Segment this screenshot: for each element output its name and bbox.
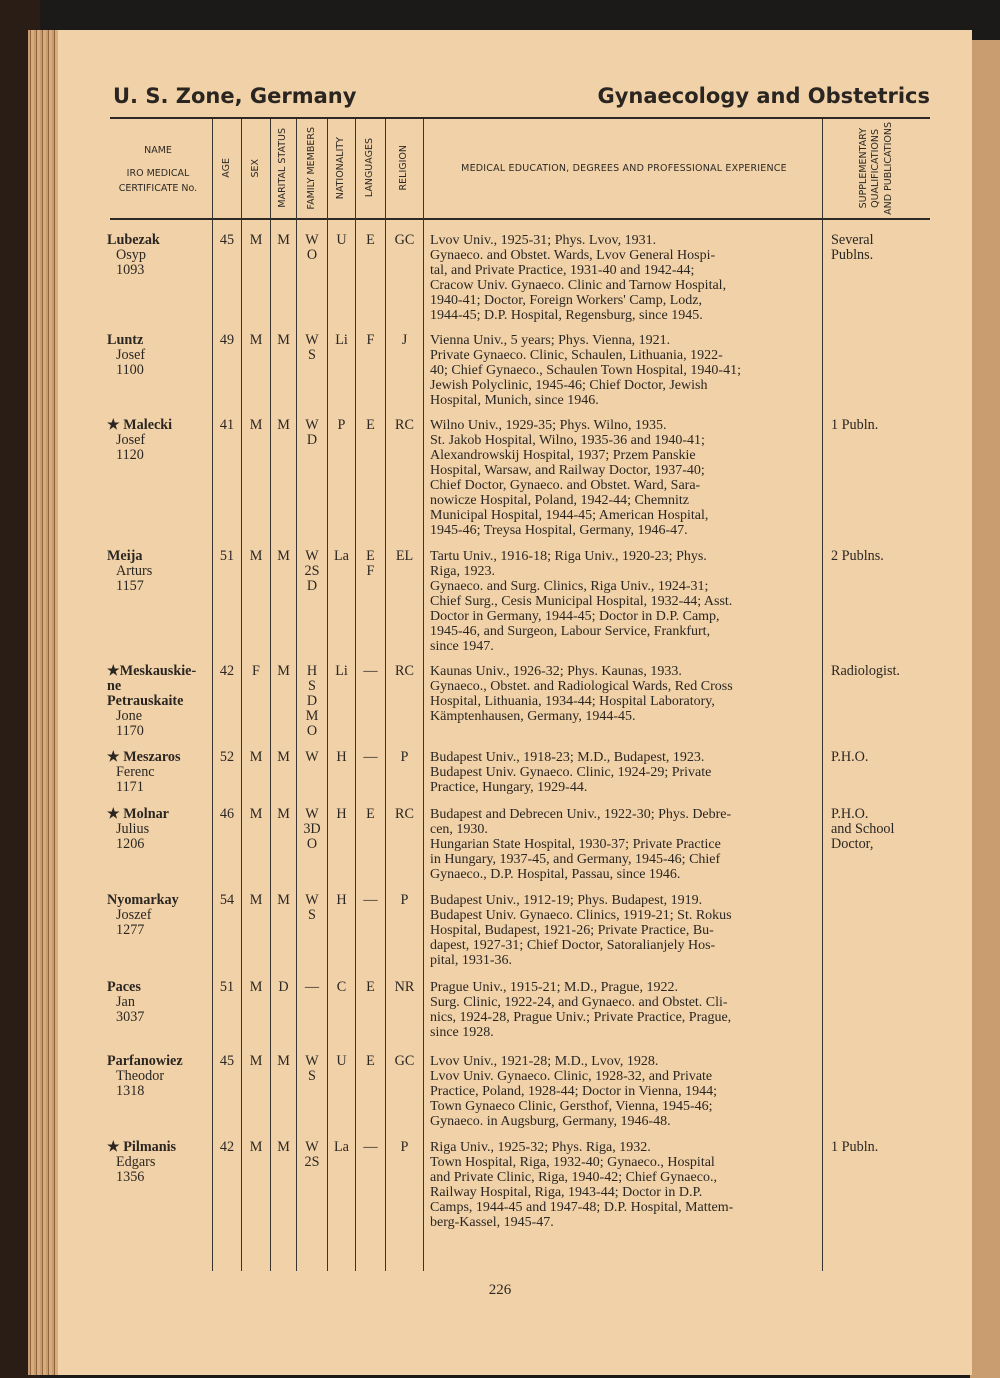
marital-cell: M	[277, 417, 290, 433]
certificate-number: 1120	[116, 447, 144, 463]
supplementary-cell: Radiologist.	[831, 663, 900, 679]
medical-cell: Jewish Polyclinic, 1945-46; Chief Doctor, Jewish	[430, 378, 708, 393]
certificate-number: 1170	[116, 723, 144, 739]
languages-cell: E	[366, 1053, 375, 1069]
medical-cell: Riga, 1923.	[430, 564, 495, 579]
medical-cell: Kaunas Univ., 1926-32; Phys. Kaunas, 1933.	[430, 664, 682, 679]
nationality-cell: H	[336, 806, 347, 822]
column-divider	[423, 119, 424, 1271]
languages-cell: E	[366, 806, 375, 822]
family-cell: W	[305, 417, 319, 433]
doctor-surname: ★Meskauskie-	[107, 663, 197, 679]
medical-cell: Budapest and Debrecen Univ., 1922-30; Phys. Debre-	[430, 807, 732, 822]
doctor-given-name: Jan	[116, 994, 135, 1010]
nationality-cell: La	[334, 548, 349, 564]
languages-cell: E	[366, 417, 375, 433]
medical-cell: Town Gynaeco Clinic, Gersthof, Vienna, 1945-46;	[430, 1099, 713, 1114]
medical-cell: Alexandrowskij Hospital, 1937; Przem Panskie	[430, 448, 696, 463]
header-rule-top	[110, 117, 930, 119]
header-left: U. S. Zone, Germany	[113, 84, 357, 108]
column-divider	[241, 119, 242, 1271]
medical-cell: Practice, Hungary, 1929-44.	[430, 780, 588, 795]
religion-cell: RC	[395, 663, 414, 679]
medical-cell: since 1928.	[430, 1025, 494, 1040]
family-cell: O	[306, 723, 318, 739]
age-cell: 45	[219, 1053, 235, 1069]
medical-cell: Gynaeco. and Surg. Clinics, Riga Univ., 1924-31;	[430, 579, 709, 594]
religion-cell: RC	[395, 417, 414, 433]
supplementary-cell: Several	[831, 232, 874, 248]
certificate-number: 1157	[116, 578, 144, 594]
languages-cell: F	[366, 332, 375, 348]
supplementary-cell: Doctor,	[831, 836, 874, 852]
medical-cell: nowicze Hospital, Poland, 1942-44; Chemnitz	[430, 493, 689, 508]
marital-cell: M	[277, 806, 290, 822]
supplementary-cell: 1 Publn.	[831, 1139, 879, 1155]
family-cell: W	[305, 1053, 319, 1069]
medical-cell: Riga Univ., 1925-32; Phys. Riga, 1932.	[430, 1140, 651, 1155]
age-cell: 46	[219, 806, 235, 822]
sex-cell: F	[252, 663, 260, 679]
header-right: Gynaecology and Obstetrics	[597, 84, 930, 108]
age-cell: 54	[219, 892, 235, 908]
doctor-given-name: Josef	[116, 347, 146, 363]
medical-cell: since 1947.	[430, 639, 494, 654]
age-cell: 42	[219, 1139, 235, 1155]
medical-cell: dapest, 1927-31; Chief Doctor, Satoralianjely Hos-	[430, 938, 716, 953]
medical-cell: Hungarian State Hospital, 1930-37; Private Practice	[430, 837, 721, 852]
marital-cell: M	[277, 663, 290, 679]
family-cell: M	[305, 708, 319, 724]
languages-cell: —	[363, 663, 378, 679]
medical-cell: Lvov Univ. Gynaeco. Clinic, 1928-32, and Private	[430, 1069, 713, 1084]
medical-cell: Gynaeco. in Augsburg, Germany, 1946-48.	[430, 1114, 671, 1129]
sex-cell: M	[249, 806, 263, 822]
medical-cell: tal, and Private Practice, 1931-40 and 1942-44;	[430, 263, 695, 278]
age-cell: 41	[219, 417, 235, 433]
family-cell: W	[305, 548, 319, 564]
medical-cell: cen, 1930.	[430, 822, 488, 837]
medical-cell: 1945-46, and Surgeon, Labour Service, Frankfurt,	[430, 624, 711, 639]
doctor-given-name: Petrauskaite	[107, 693, 184, 709]
column-header-religion: RELIGION	[398, 145, 410, 191]
marital-cell: M	[277, 1053, 290, 1069]
sex-cell: M	[249, 1053, 263, 1069]
marital-cell: M	[277, 892, 290, 908]
family-cell: —	[304, 979, 320, 995]
marital-cell: D	[278, 979, 289, 995]
doctor-given-name: Osyp	[116, 247, 146, 263]
nationality-cell: H	[336, 892, 347, 908]
marital-cell: M	[277, 332, 290, 348]
page-edges	[28, 30, 62, 1375]
medical-cell: Chief Surg., Cesis Municipal Hospital, 1932-44; Asst.	[430, 594, 733, 609]
religion-cell: J	[401, 332, 408, 348]
column-header-supplementary: SUPPLEMENTARY QUALIFICATIONS AND PUBLICATIONS	[857, 121, 894, 215]
medical-cell: Gynaeco. and Obstet. Wards, Lvov General Hospi-	[430, 248, 716, 263]
column-divider	[327, 119, 328, 1271]
medical-cell: St. Jakob Hospital, Wilno, 1935-36 and 1940-41;	[430, 433, 705, 448]
family-cell: W	[305, 806, 319, 822]
certificate-number: 1356	[116, 1169, 145, 1185]
nationality-cell: U	[336, 232, 347, 248]
medical-cell: pital, 1931-36.	[430, 953, 513, 968]
medical-cell: Budapest Univ. Gynaeco. Clinics, 1919-21; St. Rokus	[430, 908, 732, 923]
column-header-medical-education: MEDICAL EDUCATION, DEGREES AND PROFESSIONAL EXPERIENCE	[461, 163, 787, 174]
sex-cell: M	[249, 1139, 263, 1155]
languages-cell: E	[366, 232, 375, 248]
medical-cell: Railway Hospital, Riga, 1943-44; Doctor in D.P.	[430, 1185, 703, 1200]
family-cell: D	[306, 693, 318, 709]
doctor-given-name: Arturs	[116, 563, 153, 579]
sex-cell: M	[249, 232, 263, 248]
sex-cell: M	[249, 979, 263, 995]
religion-cell: P	[400, 1139, 409, 1155]
religion-cell: GC	[394, 232, 415, 248]
column-header-family-members: FAMILY MEMBERS	[306, 126, 318, 210]
marital-cell: M	[277, 232, 290, 248]
medical-cell: Tartu Univ., 1916-18; Riga Univ., 1920-23; Phys.	[430, 549, 707, 564]
medical-cell: Doctor in Germany, 1944-45; Doctor in D.P. Camp,	[430, 609, 720, 624]
family-cell: S	[308, 678, 316, 694]
marital-cell: M	[277, 1139, 290, 1155]
nationality-cell: Li	[335, 332, 348, 348]
sex-cell: M	[249, 332, 263, 348]
medical-cell: Vienna Univ., 5 years; Phys. Vienna, 1921.	[430, 333, 671, 348]
doctor-surname: Paces	[107, 979, 141, 995]
supplementary-cell: 1 Publn.	[831, 417, 879, 433]
family-cell: O	[306, 836, 318, 852]
age-cell: 51	[219, 979, 235, 995]
age-cell: 49	[219, 332, 235, 348]
medical-cell: Municipal Hospital, 1944-45; American Hospital,	[430, 508, 709, 523]
family-cell: S	[308, 347, 316, 363]
medical-cell: in Hungary, 1937-45, and Germany, 1945-46; Chief	[430, 852, 721, 867]
doctor-given-name: ne	[107, 678, 122, 694]
sex-cell: M	[249, 892, 263, 908]
medical-cell: 1940-41; Doctor, Foreign Workers' Camp, Lodz,	[430, 293, 702, 308]
medical-cell: Lvov Univ., 1925-31; Phys. Lvov, 1931.	[430, 233, 657, 248]
family-cell: S	[308, 1068, 316, 1084]
religion-cell: EL	[395, 548, 414, 564]
certificate-number: 1171	[116, 779, 144, 795]
sex-cell: M	[249, 749, 263, 765]
family-cell: 2S	[304, 1154, 320, 1170]
column-header-nationality: NATIONALITY	[335, 136, 347, 200]
page-number: 226	[488, 1282, 512, 1298]
languages-cell: F	[366, 563, 375, 579]
doctor-given-name: Julius	[116, 821, 150, 837]
nationality-cell: H	[336, 749, 347, 765]
family-cell: W	[305, 1139, 319, 1155]
medical-cell: Hospital, Munich, since 1946.	[430, 393, 599, 408]
family-cell: O	[306, 247, 318, 263]
family-cell: D	[306, 578, 318, 594]
column-header-languages: LANGUAGES	[364, 138, 376, 198]
medical-cell: Lvov Univ., 1921-28; M.D., Lvov, 1928.	[430, 1054, 659, 1069]
family-cell: 3D	[303, 821, 321, 837]
medical-cell: Gynaeco., D.P. Hospital, Passau, since 1946.	[430, 867, 681, 882]
column-header-marital-status: MARITAL STATUS	[277, 128, 289, 208]
doctor-surname: Luntz	[107, 332, 144, 348]
supplementary-cell: and School	[831, 821, 895, 837]
doctor-given-name: Josef	[116, 432, 146, 448]
marital-cell: M	[277, 749, 290, 765]
family-cell: W	[305, 892, 319, 908]
medical-cell: Budapest Univ. Gynaeco. Clinic, 1924-29; Private	[430, 765, 712, 780]
doctor-given-name: Joszef	[116, 907, 152, 923]
column-divider	[385, 119, 386, 1271]
certificate-number: 1093	[116, 262, 145, 278]
sex-cell: M	[249, 548, 263, 564]
medical-cell: 40; Chief Gynaeco., Schaulen Town Hospital, 1940-41;	[430, 363, 741, 378]
doctor-given-name: Edgars	[116, 1154, 156, 1170]
supplementary-cell: 2 Publns.	[831, 548, 884, 564]
certificate-number: 3037	[116, 1009, 145, 1025]
certificate-number: 1100	[116, 362, 144, 378]
languages-cell: E	[366, 548, 375, 564]
column-divider	[822, 119, 823, 1271]
medical-cell: Chief Doctor, Gynaeco. and Obstet. Ward, Sara-	[430, 478, 701, 493]
family-cell: W	[305, 332, 319, 348]
column-divider	[270, 119, 271, 1271]
medical-cell: Prague Univ., 1915-21; M.D., Prague, 1922.	[430, 980, 678, 995]
religion-cell: P	[400, 892, 409, 908]
family-cell: W	[305, 232, 319, 248]
doctor-given-name: Jone	[116, 708, 143, 724]
medical-cell: and Private Clinic, Riga, 1940-42; Chief Gynaeco.,	[430, 1170, 717, 1185]
doctor-given-name: Ferenc	[116, 764, 155, 780]
religion-cell: RC	[395, 806, 414, 822]
certificate-number: 1206	[116, 836, 145, 852]
doctor-surname: ★ Molnar	[107, 806, 169, 822]
header-rule-bottom	[110, 218, 930, 220]
family-cell: W	[305, 749, 319, 765]
medical-cell: Hospital, Warsaw, and Railway Doctor, 1937-40;	[430, 463, 705, 478]
religion-cell: NR	[394, 979, 415, 995]
marital-cell: M	[277, 548, 290, 564]
age-cell: 42	[219, 663, 235, 679]
nationality-cell: U	[336, 1053, 347, 1069]
medical-cell: Town Hospital, Riga, 1932-40; Gynaeco., Hospital	[430, 1155, 715, 1170]
family-cell: S	[308, 907, 316, 923]
languages-cell: —	[363, 749, 378, 765]
age-cell: 45	[219, 232, 235, 248]
doctor-surname: ★ Malecki	[107, 417, 173, 433]
nationality-cell: P	[337, 417, 346, 433]
medical-cell: Surg. Clinic, 1922-24, and Gynaeco. and Obstet. Cli-	[430, 995, 728, 1010]
doctor-surname: Nyomarkay	[107, 892, 179, 908]
medical-cell: Kämptenhausen, Germany, 1944-45.	[430, 709, 636, 724]
sex-cell: M	[249, 417, 263, 433]
medical-cell: Cracow Univ. Gynaeco. Clinic and Tarnow Hospital,	[430, 278, 727, 293]
medical-cell: Hospital, Budapest, 1921-26; Private Practice, Bu-	[430, 923, 714, 938]
age-cell: 52	[219, 749, 235, 765]
medical-cell: berg-Kassel, 1945-47.	[430, 1215, 554, 1230]
medical-cell: Practice, Poland, 1928-44; Doctor in Vienna, 1944;	[430, 1084, 718, 1099]
supplementary-cell: P.H.O.	[831, 806, 869, 822]
certificate-number: 1277	[116, 922, 145, 938]
doctor-surname: Parfanowiez	[107, 1053, 183, 1069]
religion-cell: GC	[394, 1053, 415, 1069]
doctor-surname: ★ Pilmanis	[107, 1139, 177, 1155]
column-header-age: AGE	[221, 158, 233, 178]
medical-cell: 1945-46; Treysa Hospital, Germany, 1946-47.	[430, 523, 688, 538]
column-divider	[355, 119, 356, 1271]
medical-cell: Wilno Univ., 1929-35; Phys. Wilno, 1935.	[430, 418, 667, 433]
medical-cell: Budapest Univ., 1918-23; M.D., Budapest, 1923.	[430, 750, 705, 765]
nationality-cell: C	[336, 979, 347, 995]
languages-cell: —	[363, 892, 378, 908]
supplementary-cell: P.H.O.	[831, 749, 869, 765]
doctor-surname: ★ Meszaros	[107, 749, 181, 765]
family-cell: 2S	[304, 563, 320, 579]
languages-cell: E	[366, 979, 375, 995]
medical-cell: Gynaeco., Obstet. and Radiological Wards, Red Cross	[430, 679, 733, 694]
certificate-number: 1318	[116, 1083, 145, 1099]
languages-cell: —	[363, 1139, 378, 1155]
medical-cell: Budapest Univ., 1912-19; Phys. Budapest, 1919.	[430, 893, 703, 908]
supplementary-cell: Publns.	[831, 247, 874, 263]
doctor-given-name: Theodor	[116, 1068, 165, 1084]
age-cell: 51	[219, 548, 235, 564]
nationality-cell: La	[334, 1139, 349, 1155]
medical-cell: nics, 1924-28, Prague Univ.; Private Practice, Prague,	[430, 1010, 732, 1025]
family-cell: D	[306, 432, 318, 448]
doctor-surname: Lubezak	[107, 232, 160, 248]
nationality-cell: Li	[335, 663, 348, 679]
family-cell: H	[306, 663, 318, 679]
medical-cell: Private Gynaeco. Clinic, Schaulen, Lithuania, 1922-	[430, 348, 723, 363]
column-header-name: NAME IRO MEDICAL CERTIFICATE No.	[118, 145, 198, 194]
religion-cell: P	[400, 749, 409, 765]
medical-cell: Camps, 1944-45 and 1947-48; D.P. Hospital, Mattem-	[430, 1200, 734, 1215]
doctor-surname: Meija	[107, 548, 143, 564]
medical-cell: 1944-45; D.P. Hospital, Regensburg, since 1945.	[430, 308, 703, 323]
medical-cell: Hospital, Lithuania, 1934-44; Hospital Laboratory,	[430, 694, 715, 709]
column-header-sex: SEX	[250, 158, 262, 178]
next-page-edge	[970, 40, 1000, 1378]
